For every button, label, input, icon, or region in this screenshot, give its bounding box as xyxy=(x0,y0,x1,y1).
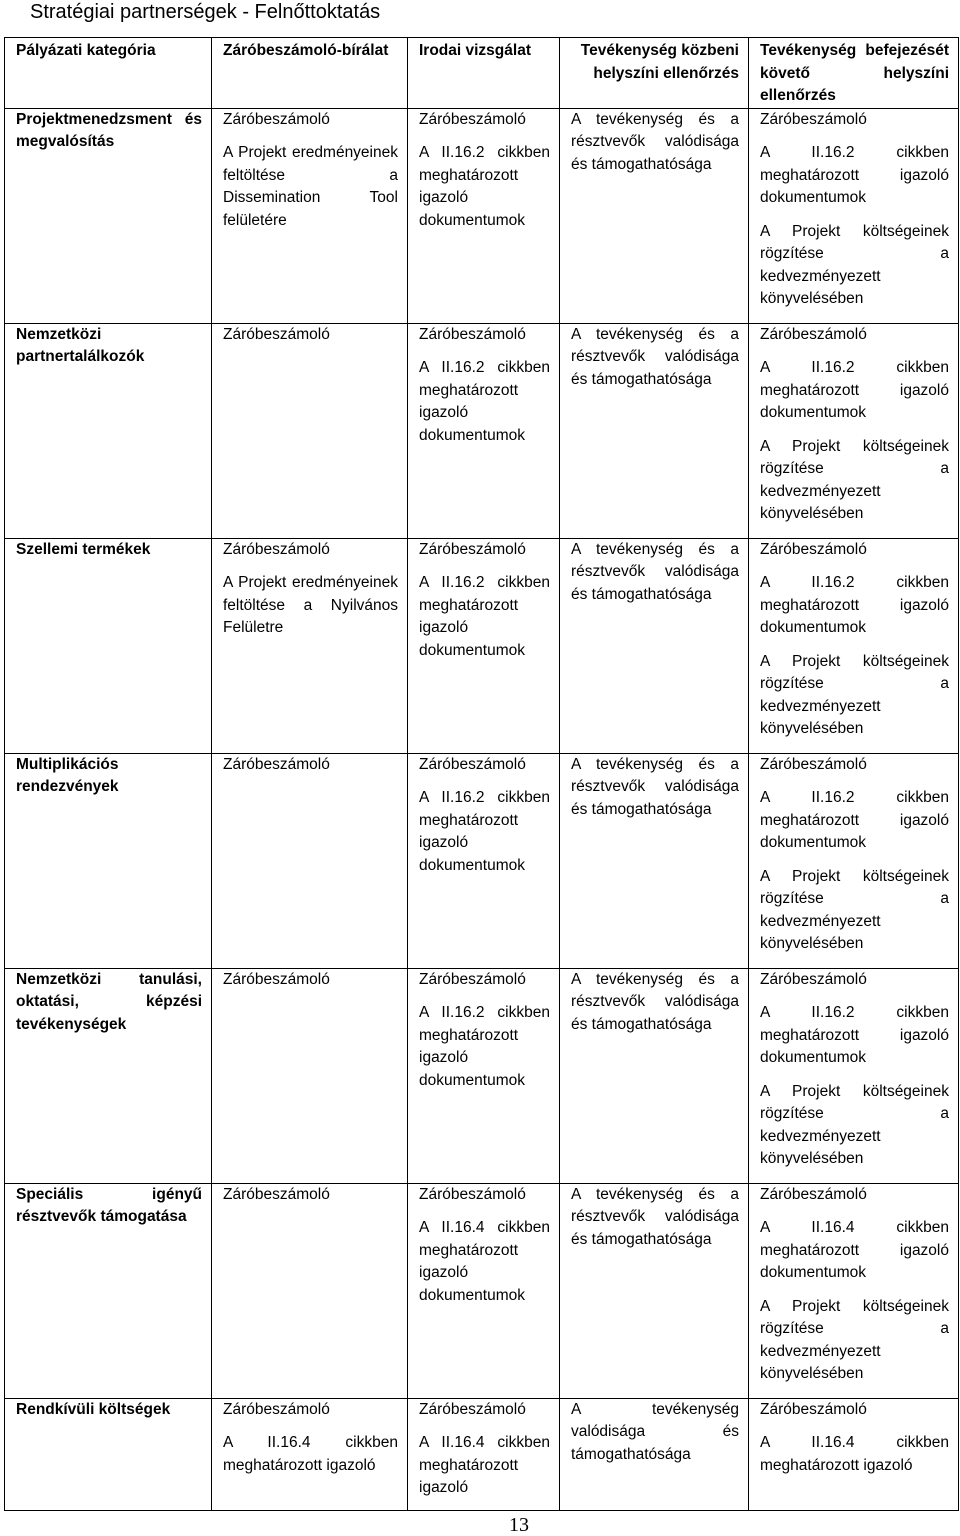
header-onsite-during: Tevékenység közbeni helyszíni ellenőrzés xyxy=(560,38,749,109)
onsite-during-cell xyxy=(560,968,749,1183)
cell-paragraph: Záróbeszámoló xyxy=(419,1400,526,1418)
cell-paragraph: A Projekt költségeinek rögzítése a kedvezményezett könyvelésében xyxy=(760,437,949,522)
cell-paragraph: A II.16.2 cikkben meghatározott igazoló dokumentumok xyxy=(419,574,550,659)
cell-paragraph: A II.16.2 cikkben meghatározott igazoló dokumentumok xyxy=(760,789,949,851)
report-cell xyxy=(212,538,408,753)
cell-paragraph: Záróbeszámoló xyxy=(760,1400,867,1418)
cell-paragraph: Záróbeszámoló xyxy=(223,325,330,343)
cell-paragraph: A II.16.2 cikkben meghatározott igazoló dokumentumok xyxy=(760,1004,949,1066)
cell-paragraph: A Projekt eredményeinek feltöltése a Nyilvános Felületre xyxy=(223,574,398,636)
header-row xyxy=(5,38,959,109)
table-row xyxy=(5,1398,959,1510)
cell-paragraph: A tevékenység és a résztvevők valódisága és támogathatósága xyxy=(571,1185,739,1248)
cell-paragraph: A II.16.2 cikkben meghatározott igazoló dokumentumok xyxy=(760,144,949,206)
onsite-during-cell xyxy=(560,538,749,753)
cell-paragraph: A II.16.4 cikkben meghatározott igazoló xyxy=(419,1434,550,1496)
cell-paragraph: A tevékenység és a résztvevők valódisága és támogathatósága xyxy=(571,325,739,388)
desk-check-cell xyxy=(408,968,560,1183)
onsite-after-cell xyxy=(749,323,959,538)
cell-paragraph: A II.16.4 cikkben meghatározott igazoló dokumentumok xyxy=(419,1219,550,1304)
cell-paragraph: Záróbeszámoló xyxy=(419,325,526,343)
page-number: 13 xyxy=(509,1514,529,1536)
onsite-after-cell xyxy=(749,968,959,1183)
onsite-during-cell xyxy=(560,1398,749,1510)
cell-paragraph: Záróbeszámoló xyxy=(419,540,526,558)
cell-paragraph: A Projekt költségeinek rögzítése a kedvezményezett könyvelésében xyxy=(760,222,949,307)
desk-check-cell xyxy=(408,538,560,753)
cell-paragraph: A Projekt költségeinek rögzítése a kedvezményezett könyvelésében xyxy=(760,1297,949,1382)
header-report-review: Záróbeszámoló-bírálat xyxy=(212,38,408,109)
onsite-during-cell xyxy=(560,108,749,323)
cell-paragraph: Záróbeszámoló xyxy=(223,970,330,988)
onsite-after-cell xyxy=(749,753,959,968)
category-cell: Nemzetközi partnertalálkozók xyxy=(5,323,212,538)
cell-paragraph: A tevékenység és a résztvevők valódisága és támogathatósága xyxy=(571,755,739,818)
onsite-after-cell xyxy=(749,1398,959,1510)
desk-check-cell xyxy=(408,323,560,538)
cell-paragraph: Záróbeszámoló xyxy=(760,970,867,988)
category-cell: Speciális igényű résztvevők támogatása xyxy=(5,1183,212,1398)
desk-check-cell xyxy=(408,753,560,968)
cell-paragraph: A II.16.2 cikkben meghatározott igazoló dokumentumok xyxy=(419,144,550,229)
cell-paragraph: Záróbeszámoló xyxy=(419,110,526,128)
header-onsite-after: Tevékenység befejezését követő helyszíni ellenőrzés xyxy=(749,38,959,109)
table-row xyxy=(5,323,959,538)
category-cell: Projektmenedzsment és megvalósítás xyxy=(5,108,212,323)
cell-paragraph: A II.16.2 cikkben meghatározott igazoló dokumentumok xyxy=(419,1004,550,1089)
desk-check-cell xyxy=(408,1398,560,1510)
report-cell xyxy=(212,1183,408,1398)
cell-paragraph: A tevékenység és a résztvevők valódisága és támogathatósága xyxy=(571,540,739,603)
table-row xyxy=(5,1183,959,1398)
onsite-after-cell xyxy=(749,538,959,753)
cell-paragraph: A II.16.2 cikkben meghatározott igazoló dokumentumok xyxy=(419,789,550,874)
cell-paragraph: A II.16.4 cikkben meghatározott igazoló dokumentumok xyxy=(760,1219,949,1281)
desk-check-cell xyxy=(408,108,560,323)
onsite-after-cell xyxy=(749,108,959,323)
report-cell xyxy=(212,108,408,323)
cell-paragraph: Záróbeszámoló xyxy=(223,110,330,128)
report-cell xyxy=(212,968,408,1183)
category-cell: Multiplikációs rendezvények xyxy=(5,753,212,968)
header-category: Pályázati kategória xyxy=(5,38,212,109)
cell-paragraph: A II.16.4 cikkben meghatározott igazoló xyxy=(760,1434,949,1474)
header-desk-check: Irodai vizsgálat xyxy=(408,38,560,109)
cell-paragraph: Záróbeszámoló xyxy=(223,540,330,558)
cell-paragraph: A Projekt költségeinek rögzítése a kedvezményezett könyvelésében xyxy=(760,1082,949,1167)
cell-paragraph: A II.16.2 cikkben meghatározott igazoló dokumentumok xyxy=(419,359,550,444)
cell-paragraph: Záróbeszámoló xyxy=(419,1185,526,1203)
cell-paragraph: Záróbeszámoló xyxy=(223,1185,330,1203)
table-row xyxy=(5,108,959,323)
cell-paragraph: Záróbeszámoló xyxy=(223,755,330,773)
document-title: Stratégiai partnerségek - Felnőttoktatás xyxy=(30,1,381,23)
cell-paragraph: Záróbeszámoló xyxy=(760,325,867,343)
cell-paragraph: A tevékenység és a résztvevők valódisága és támogathatósága xyxy=(571,970,739,1033)
table-row xyxy=(5,753,959,968)
onsite-during-cell xyxy=(560,753,749,968)
category-cell: Szellemi termékek xyxy=(5,538,212,753)
table-row xyxy=(5,968,959,1183)
report-cell xyxy=(212,1398,408,1510)
table-row xyxy=(5,538,959,753)
cell-paragraph: A Projekt költségeinek rögzítése a kedvezményezett könyvelésében xyxy=(760,867,949,952)
onsite-after-cell xyxy=(749,1183,959,1398)
cell-paragraph: A II.16.2 cikkben meghatározott igazoló dokumentumok xyxy=(760,359,949,421)
cell-paragraph: A II.16.4 cikkben meghatározott igazoló xyxy=(223,1434,398,1474)
cell-paragraph: Záróbeszámoló xyxy=(419,970,526,988)
cell-paragraph: A tevékenység valódisága és támogathatósága xyxy=(571,1400,739,1463)
cell-paragraph: A II.16.2 cikkben meghatározott igazoló dokumentumok xyxy=(760,574,949,636)
cell-paragraph: Záróbeszámoló xyxy=(760,540,867,558)
cell-paragraph: A tevékenység és a résztvevők valódisága és támogathatósága xyxy=(571,110,739,173)
table-body xyxy=(5,108,959,1510)
assessment-table xyxy=(4,37,959,1511)
cell-paragraph: Záróbeszámoló xyxy=(760,110,867,128)
desk-check-cell xyxy=(408,1183,560,1398)
cell-paragraph: A Projekt költségeinek rögzítése a kedvezményezett könyvelésében xyxy=(760,652,949,737)
cell-paragraph: Záróbeszámoló xyxy=(760,1185,867,1203)
onsite-during-cell xyxy=(560,1183,749,1398)
category-cell: Rendkívüli költségek xyxy=(5,1398,212,1510)
report-cell xyxy=(212,323,408,538)
category-cell: Nemzetközi tanulási, oktatási, képzési tevékenységek xyxy=(5,968,212,1183)
cell-paragraph: A Projekt eredményeinek feltöltése a Dissemination Tool felületére xyxy=(223,144,398,229)
report-cell xyxy=(212,753,408,968)
cell-paragraph: Záróbeszámoló xyxy=(223,1400,330,1418)
cell-paragraph: Záróbeszámoló xyxy=(760,755,867,773)
cell-paragraph: Záróbeszámoló xyxy=(419,755,526,773)
onsite-during-cell xyxy=(560,323,749,538)
